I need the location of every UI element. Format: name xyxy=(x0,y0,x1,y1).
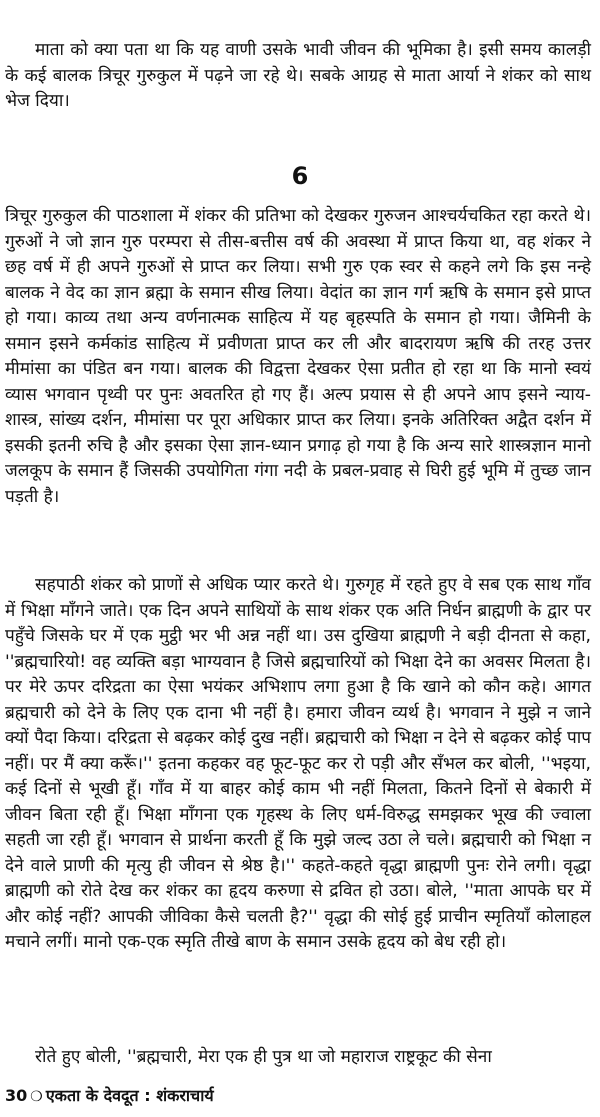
paragraph-continuation: रोते हुए बोली, ''ब्रह्मचारी, मेरा एक ही पुत्र था जो महाराज राष्ट्रकूट की सेना xyxy=(35,1047,492,1067)
paragraph-gurukul: त्रिचूर गुरुकुल की पाठशाला में शंकर की प्रतिभा को देखकर गुरुजन आश्चर्यचकित रहा करते थे। गुरुओं ने जो ज्ञान गुरु परम्परा से तीस-बत्तीस वर्ष की अवस्था में प्राप्त किया था, वह शंकर ने छह वर्ष में ही अपने गुरुओं से प्राप्त कर लिया। सभी गुरु एक स्वर से कहने लगे कि इस नन्हे बालक ने वेद का ज्ञान ब्रह्मा के समान सीख लिया। वेदांत का ज्ञान गर्ग ऋषि के समान इसे प्राप्त हो गया। काव्य तथा अन्य वर्णनात्मक साहित्य में यह बृहस्पति के समान हो गया। जैमिनी के समान इसने कर्मकांड साहित्य में प्रवीणता प्राप्त कर ली और बादरायण ऋषि की तरह उत्तर मीमांसा का पंडित बन गया। बालक की विद्वत्ता देखकर ऐसा प्रतीत हो रहा था कि मानो स्वयं व्यास भगवान पृथ्वी पर पुनः अवतरित हो गए हैं। अल्प प्रयास से ही अपने आप इसने न्याय-शास्त्र, सांख्य दर्शन, मीमांसा पर पूरा अधिकार प्राप्त कर लिया। इनके अतिरिक्त अद्वैत दर्शन में इसकी इतनी रुचि है और इसका ऐसा ज्ञान-ध्यान प्रगाढ़ हो गया है कि अन्य सारे शास्त्रज्ञान मानो जलकूप के समान हैं जिसकी उपयोगिता गंगा नदी के प्रबल-प्रवाह से घिरी हुई भूमि में तुच्छ जान पड़ती है। xyxy=(5,206,591,507)
separator-icon: ❍ xyxy=(30,1089,43,1105)
page-number: 30 xyxy=(5,1086,28,1105)
book-title: एकता के देवदूत : शंकराचार्य xyxy=(45,1086,214,1105)
paragraph-brahmani: सहपाठी शंकर को प्राणों से अधिक प्यार करते थे। गुरुगृह में रहते हुए वे सब एक साथ गाँव में भिक्षा माँगने जाते। एक दिन अपने साथियों के साथ शंकर एक अति निर्धन ब्राह्मणी के द्वार पर पहुँचे जिसके घर में एक मुट्ठी भर भी अन्न नहीं था। उस दुखिया ब्राह्मणी ने बड़ी दीनता से कहा, ''ब्रह्मचारियो! वह व्यक्ति बड़ा भाग्यवान है जिसे ब्रह्मचारियों को भिक्षा देने का अवसर मिलता है। पर मेरे ऊपर दरिद्रता का ऐसा भयंकर अभिशाप लगा हुआ है कि खाने को कौन कहे। आगत ब्रह्मचारी को देने के लिए एक दाना भी नहीं है। हमारा जीवन व्यर्थ है। भगवान ने मुझे न जाने क्यों पैदा किया। दरिद्रता से बढ़कर कोई दुख नहीं। ब्रह्मचारी को भिक्षा न देने से बढ़कर कोई पाप नहीं। पर मैं क्या करूँ।'' इतना कहकर वह फूट-फूट कर रो पड़ी और सँभल कर बोली, ''भइया, कई दिनों से भूखी हूँ। गाँव में या बाहर कोई काम भी नहीं मिलता, कितने दिनों से बेकारी में जीवन बिता रही हूँ। भिक्षा माँगना एक गृहस्थ के लिए धर्म-विरुद्ध समझकर भूख की ज्वाला सहती जा रही हूँ। भगवान से प्रार्थना करती हूँ कि मुझे जल्द उठा ले चले। ब्रह्मचारी को भिक्षा न देने वाले प्राणी की मृत्यु ही जीवन से श्रेष्ठ है।'' कहते-कहते वृद्धा ब्राह्मणी पुनः रोने लगी। वृद्धा ब्राह्मणी को रोते देख कर शंकर का हृदय करुणा से द्रवित हो उठा। बोले, ''माता आपके घर में और कोई नहीं? आपकी जीविका कैसे चलती है?'' वृद्धा की सोई हुई प्राचीन स्मृतियाँ कोलाहल मचाने लगीं। मानो एक-एक स्मृति तीखे बाण के समान उसके हृदय को बेध रही हो। xyxy=(5,575,591,952)
page-footer xyxy=(5,1086,214,1107)
paragraph-intro: माता को क्या पता था कि यह वाणी उसके भावी जीवन की भूमिका है। इसी समय कालड़ी के कई बालक त्रिचूर गुरुकुल में पढ़ने जा रहे थे। सबके आग्रह से माता आर्या ने शंकर को साथ भेज दिया। xyxy=(5,40,591,111)
chapter-number: 6 xyxy=(291,162,309,190)
